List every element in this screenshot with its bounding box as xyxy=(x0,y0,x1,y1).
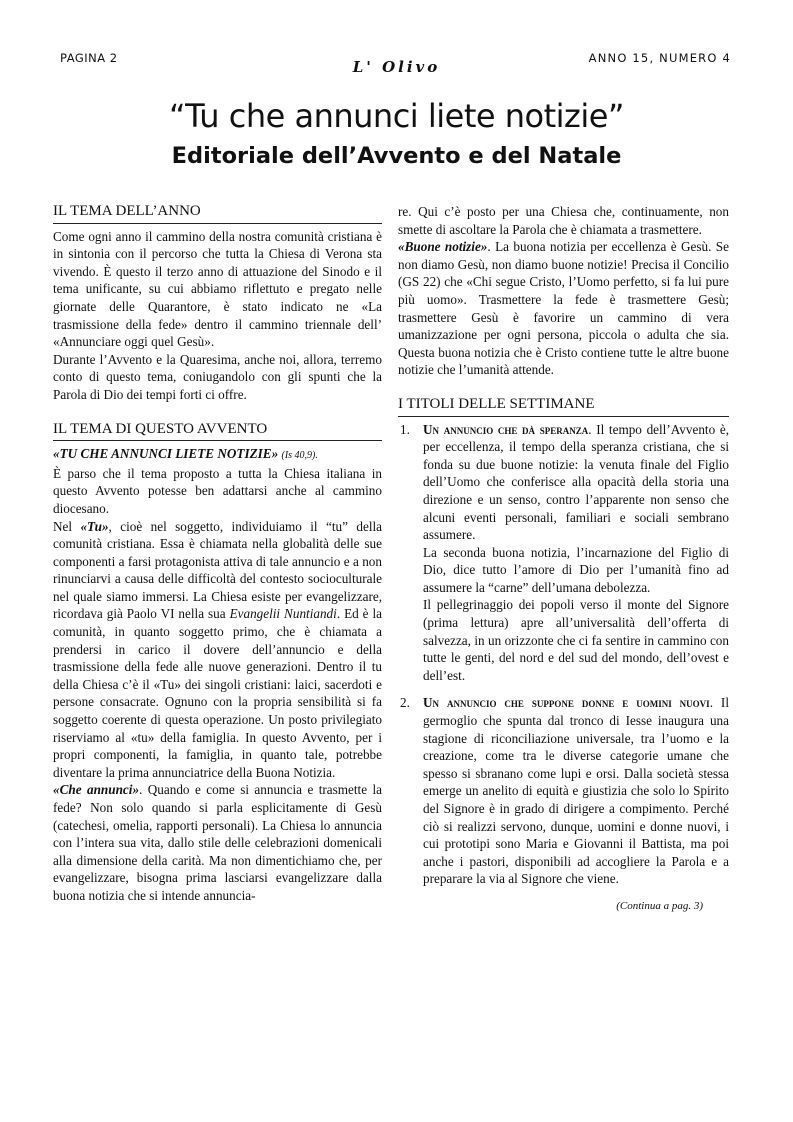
issue-info: ANNO 15, NUMERO 4 xyxy=(588,51,731,65)
section-heading-titoli-settimane: I TITOLI DELLE SETTIMANE xyxy=(398,396,729,417)
keyword-tu: «Tu» xyxy=(80,518,109,534)
right-column xyxy=(398,203,729,916)
weeks-list xyxy=(398,421,729,888)
motto: «TU CHE ANNUNCI LIETE NOTIZIE» xyxy=(53,446,279,462)
continued-on-page-link[interactable]: (Continua a pag. 3) xyxy=(616,899,703,912)
week-title: Un annuncio che suppone donne e uomini nuovi xyxy=(423,695,710,711)
list-number: 2. xyxy=(400,695,410,711)
newsletter-brand: L' Olivo xyxy=(352,58,441,76)
paragraph: Durante l’Avvento e la Quaresima, anche noi, allora, terremo conto di questo tema, coniugandolo con gli spunti che la Parola di Dio dei tempi forti ci offre. xyxy=(53,351,382,402)
paragraph: «Buone notizie». La buona notizia per eccellenza è Gesù. Se non diamo Gesù, non diamo buone notizie! Precisa il Concilio (GS 22) che «Chi segue Cristo, l’Uomo perfetto, si fa lui pure più uomo». Trasmettere la fede è trasmettere Gesù; trasmettere Gesù è favorire un cammino di vera umanizzazione per ogni persona, piccola o adulta che sia. Questa buona notizia che è Cristo contiene tutte le altre buone notizie che l’umanità attende. xyxy=(398,239,729,378)
motto-line xyxy=(53,445,382,465)
paragraph: Come ogni anno il cammino della nostra comunità cristiana è in sintonia con il percorso che tutta la Chiesa di Verona sta vivendo. È questo il terzo anno di attuazione del Sinodo e il tema unificante, su cui abbiamo riflettuto e pregato nelle giornate delle Quarantore, è stato indicato ne «La trasmissione della fede» dentro il cammino triennale dell’ «Annunciare oggi quel Gesù». xyxy=(53,228,382,350)
week-title: Un annuncio che dà speranza xyxy=(423,421,589,437)
section-heading-tema-anno: IL TEMA DELL’ANNO xyxy=(53,203,382,224)
paragraph: «Che annunci». Quando e come si annuncia e trasmette la fede? Non solo quando si parla esplicitamente di Gesù (catechesi, omelia, rapporti personali). La Chiesa lo annuncia con l’intera sua vita, dallo stile delle celebrazioni domenicali alla dimensione della carità. Ma non dimentichiamo che, per evangelizzare, bisogna prima lasciarsi evangelizzare dalla buona notizia che si intende annuncia- xyxy=(53,782,382,903)
paragraph: Il pellegrinaggio dei popoli verso il monte del Signore (prima lettura) apre all’universalità dell’offerta di salvezza, in un orizzonte che ci fa sentire in cammino con tutte le genti, del nord e del sud del mondo, dell’ovest e dell’est. xyxy=(423,597,729,683)
article-title: “Tu che annunci liete notizie” xyxy=(169,97,624,135)
paragraph: re. Qui c’è posto per una Chiesa che, continuamente, non smette di ascoltare la Parola che è chiamata a trasmettere. xyxy=(398,204,729,237)
paragraph: È parso che il tema proposto a tutta la Chiesa italiana in questo Avvento potesse ben adattarsi anche al cammino diocesano. xyxy=(53,465,382,516)
page-number: PAGINA 2 xyxy=(60,51,118,65)
book-title: Evangelii Nuntiandi xyxy=(229,606,337,622)
scripture-reference: (Is 40,9). xyxy=(281,450,318,462)
paragraph: La seconda buona notizia, l’incarnazione del Figlio di Dio, dice tutto l’amore di Dio per l’umanità fino ad assumere la “carne” dell’umana debolezza. xyxy=(423,544,729,595)
left-column xyxy=(53,203,382,905)
article-subtitle: Editoriale dell’Avvento e del Natale xyxy=(171,143,622,169)
list-number: 1. xyxy=(400,421,410,437)
list-item: 2. Un annuncio che suppone donne e uomini nuovi. Il germoglio che spunta dal tronco di Iesse inaugura una stagione di riconciliazione universale, tra l’uomo e la creazione, come tra le diverse categorie umane che spesso si sbranano come lupi e orsi. Dalla società stessa emerge un anelito di equità e giustizia che solo lo Spirito del Signore è in grado di dirigere a compimento. Perché ciò si realizzi servono, dunque, uomini e donne nuovi, i cui prototipi sono Maria e Giovanni il Battista, ma poi anche i pastori, disponibili ad accogliere la Parola e a preparare la via al Signore che viene. xyxy=(400,695,729,887)
keyword-buone-notizie: «Buone notizie» xyxy=(398,239,488,255)
keyword-che-annunci: «Che annunci» xyxy=(53,782,140,798)
paragraph: Nel «Tu», cioè nel soggetto, individuiamo il “tu” della comunità cristiana. Essa è chiamata nella globalità delle sue componenti a farsi protagonista attiva di tale annuncio e a non rinunciarvi a causa delle difficoltà del contesto socioculturale nel quale siamo immersi. La Chiesa esiste per evangelizzare, ricordava già Paolo VI nella sua Evangelii Nuntiandi. Ed è la comunità, in quanto soggetto primo, che è chiamata a prendersi in carico il dovere dell’annuncio e della trasmissione della fede alle nuove generazioni. Dentro il tu della Chiesa c’è il «Tu» dei singoli cristiani: laici, sacerdoti e persone consacrate. Ognuno con la propria sensibilità si fa soggetto coerente di questa operazione. Un posto privilegiato riserviamo al «tu» della famiglia. In questo Avvento, per i propri componenti, la famiglia, in quanto tale, potrebbe diventare la prima annunciatrice della Buona Notizia. xyxy=(53,518,382,780)
list-item: 1. Un annuncio che dà speranza. Il tempo dell’Avvento è, per eccellenza, il tempo della speranza cristiana, che si fonda su due buone notizie: la venuta finale del Figlio dell’Uomo che conferisce alla opacità della storia una direzione e un senso, contro l’apparente non senso che alcuni eventi personali, familiari e sociali sembrano assumere. La seconda buona notizia, l’incarnazione del Figlio di Dio, dice tutto l’amore di Dio per l’umanità fino ad assumere la “carne” dell’umana debolezza. Il pellegrinaggio dei popoli verso il monte del Signore (prima lettura) apre all’universalità dell’offerta di salvezza, in un orizzonte che ci fa sentire in cammino con tutte le genti, del nord e del sud del mondo, dell’ovest e dell’est. xyxy=(400,421,729,683)
section-heading-tema-avvento: IL TEMA DI QUESTO AVVENTO xyxy=(53,421,382,442)
